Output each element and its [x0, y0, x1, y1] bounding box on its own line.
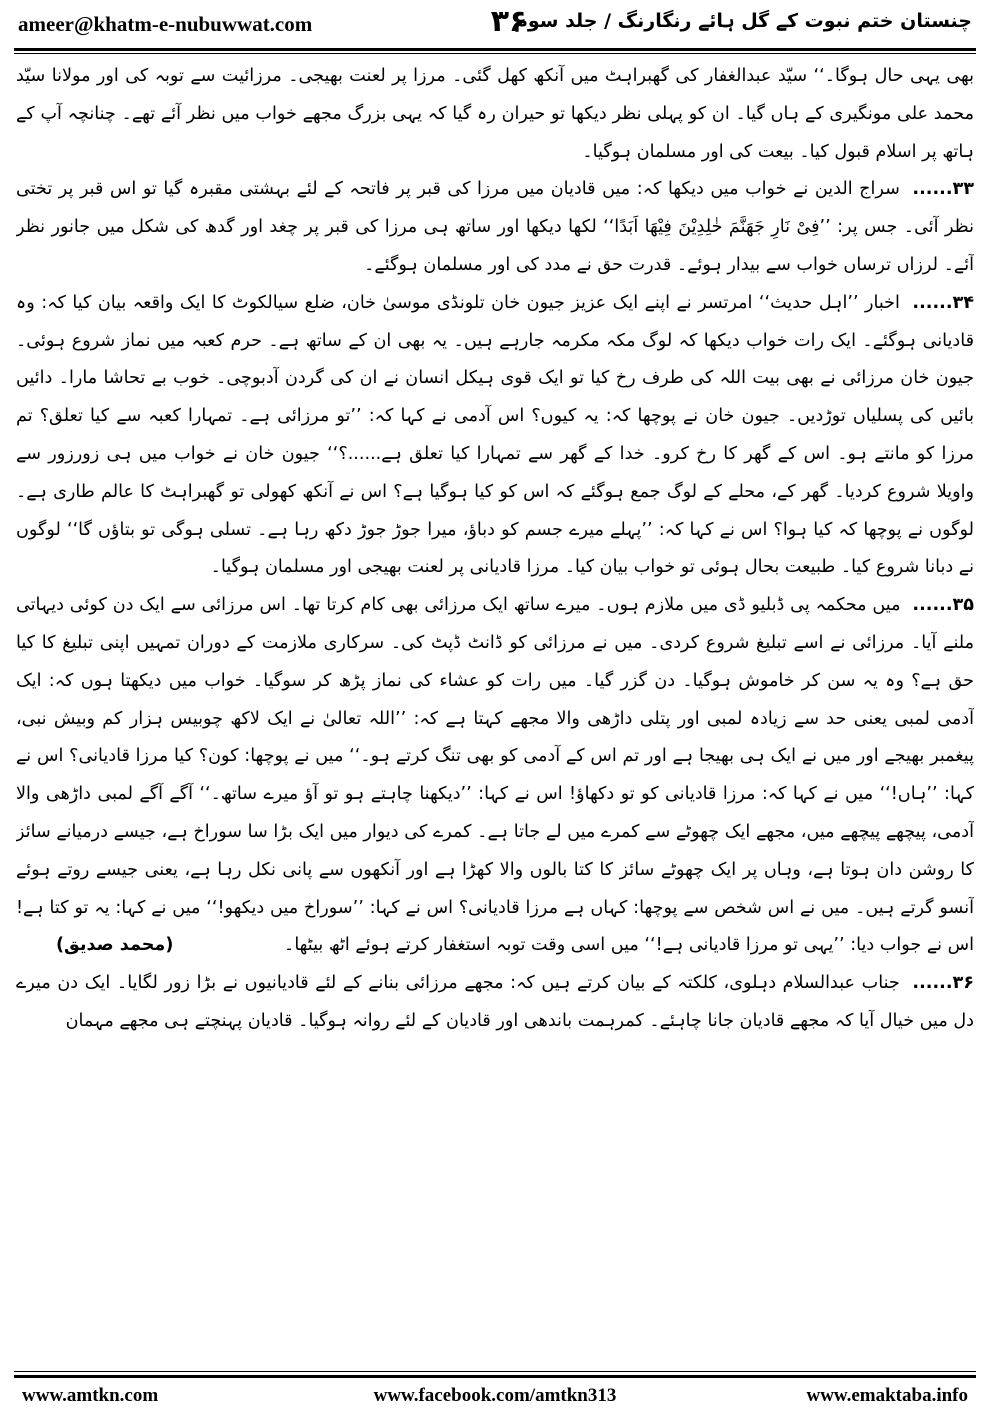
footer-rule-thin — [14, 1371, 976, 1372]
paragraph-credit: (محمد صدیق) — [56, 935, 174, 956]
body-text — [16, 58, 974, 1366]
paragraph-number: ۳۵...... — [912, 595, 974, 616]
paragraph-33 — [16, 171, 974, 284]
paragraph-number: ۳۴...... — [912, 292, 974, 313]
header-rule-thick — [14, 48, 976, 51]
header-rule-thin — [14, 53, 976, 54]
paragraph-text: سراج الدین نے خواب میں دیکھا کہ: میں قادیان میں مرزا کی قبر پر فاتحہ کے لئے بہشتی مقبرہ گیا تو اس قبر پر تختی نظر آئی۔ جس پر: ’’فِیْ نَارِ جَهَنَّمَ خٰلِدِیْنَ فِیْهَا اَبَدًا‘‘ لکھا دیکھا اور ساتھ ہی مرزا کی قبر پر چغد اور گدھ کی شکل میں جانور نظر آئے۔ لرزاں ترساں خواب سے بیدار ہوئے۔ قدرت حق نے مدد کی اور مسلمان ہوگئے۔ — [16, 179, 974, 275]
paragraph-text: اخبار ’’اہل حدیث‘‘ امرتسر نے اپنے ایک عزیز جیون خان تلونڈی موسیٰ خان، ضلع سیالکوٹ کا ایک واقعہ بیان کیا کہ: وہ قادیانی ہوگئے۔ ایک رات خواب دیکھا کہ لوگ مکہ مکرمہ جارہے ہیں۔ یہ بھی ان کے ساتھ ہے۔ حرم کعبہ میں نماز شروع ہوئی۔ جیون خان مرزائی نے بھی بیت اللہ کی طرف رخ کیا تو ایک قوی ہیکل انسان نے ان کی گردن آدبوچی۔ خوب بے تحاشا مارا۔ دائیں بائیں کی پسلیاں توڑدیں۔ جیون خان نے پوچھا کہ: یہ کیوں؟ اس آدمی نے کہا کہ: ’’تو مرزائی ہے۔ تمہارا کعبہ سے کیا تعلق؟ تم مرزا کو مانتے ہو۔ اس کے گھر کا رخ کرو۔ خدا کے گھر سے تمہارا کیا تعلق ہے......؟‘‘ جیون خان نے خواب میں ہی زورزور سے واویلا شروع کردیا۔ گھر کے، محلے کے لوگ جمع ہوگئے کہ اس کو کیا ہوگیا ہے؟ اس نے آنکھ کھولی تو گھبراہٹ کا عالم طاری ہے۔ لوگوں نے پوچھا کہ کیا ہوا؟ اس نے کہا کہ: ’’پہلے میرے جسم کو دباؤ، میرا جوڑ جوڑ دکھ رہا ہے۔ تسلی ہوگی تو بتاؤں گا‘‘ لوگوں نے دبانا شروع کیا۔ طبیعت بحال ہوئی تو خواب بیان کیا۔ مرزا قادیانی پر لعنت بھیجی اور مسلمان ہوگیا۔ — [16, 292, 974, 578]
page-footer — [14, 1381, 976, 1415]
paragraph-text: بھی یہی حال ہوگا۔‘‘ سیّد عبدالغفار کی گھبراہٹ میں آنکھ کھل گئی۔ مرزا پر لعنت بھیجی۔ مرزائیت سے توبہ کی اور مولانا سیّد محمد علی مونگیری کے ہاں گیا۔ ان کو پہلی نظر دیکھا تو حیران رہ گیا کہ یہی بزرگ مجھے خواب میں نظر آئے تھے۔ چنانچہ آپ کے ہاتھ پر اسلام قبول کیا۔ بیعت کی اور مسلمان ہوگیا۔ — [16, 66, 974, 162]
paragraph-34 — [16, 285, 974, 587]
paragraph-text: جناب عبدالسلام دہلوی، کلکتہ کے بیان کرتے ہیں کہ: مجھے مرزائی بنانے کے لئے قادیانیوں نے بڑا زور لگایا۔ ایک دن میرے دل میں خیال آیا کہ مجھے قادیان جانا چاہئے۔ کمرہمت باندھی اور قادیان کے لئے روانہ ہوگیا۔ قادیان پہنچتے ہی مجھے مہمان — [16, 973, 974, 1031]
page-number: ۳۶ — [490, 4, 528, 39]
paragraph-36 — [16, 965, 974, 1041]
book-title: چنستان ختم نبوت کے گل ہائے رنگارنگ / جلد سوم — [513, 10, 972, 32]
footer-link-facebook[interactable]: www.facebook.com/amtkn313 — [373, 1385, 617, 1406]
footer-rule-thick — [14, 1375, 976, 1378]
paragraph-text: میں محکمہ پی ڈبلیو ڈی میں ملازم ہوں۔ میرے ساتھ ایک مرزائی بھی کام کرتا تھا۔ اس مرزائی سے ایک دن کوئی دیہاتی ملنے آیا۔ مرزائی نے اسے تبلیغ شروع کردی۔ میں نے مرزائی کو ڈانٹ ڈپٹ کی۔ سرکاری ملازمت کے دوران تمہیں اپنی تبلیغ کا کیا حق ہے؟ وہ یہ سن کر خاموش ہوگیا۔ دن گزر گیا۔ میں رات کو عشاء کی نماز پڑھ کر سوگیا۔ خواب میں دیکھتا ہوں کہ: ایک آدمی لمبی یعنی حد سے زیادہ لمبی اور پتلی داڑھی والا مجھے کہتا ہے کہ: ’’اللہ تعالیٰ نے ایک لاکھ چوبیس ہزار کم وبیش نبی، پیغمبر بھیجے اور میں نے ایک ہی بھیجا ہے اور تم اس کے آدمی کو بھی تنگ کرتے ہو۔‘‘ میں نے پوچھا: کون؟ کیا مرزا قادیانی؟ اس نے کہا: ’’ہاں!‘‘ میں نے کہا کہ: مرزا قادیانی کو تو دکھاؤ! اس نے کہا: ’’دیکھنا چاہتے ہو تو آؤ میرے ساتھ۔‘‘ آگے آگے لمبی داڑھی والا آدمی، پیچھے پیچھے میں، مجھے ایک چھوٹے سے کمرے میں لے جاتا ہے۔ کمرے کی دیوار میں ایک بڑا سا سوراخ ہے، جیسے درمیانے سائز کا روشن دان ہوتا ہے، وہاں پر ایک چھوٹے سائز کا کتا بالوں والا کھڑا ہے اور آنکھوں سے پانی نکل رہا ہے، یعنی جیسے روتے ہوئے آنسو گرتے ہیں۔ میں نے اس شخص سے پوچھا: کہاں ہے مرزا قادیانی؟ اس نے کہا: ’’سوراخ میں دیکھو!‘‘ میں نے کہا: یہ تو کتا ہے! اس نے جواب دیا: ’’یہی تو مرزا قادیانی ہے!‘‘ میں اسی وقت توبہ استغفار کرتے ہوئے اٹھ بیٹھا۔ — [16, 595, 974, 956]
header-email[interactable]: ameer@khatm-e-nubuwwat.com — [18, 12, 313, 36]
footer-link-emaktaba[interactable]: www.emaktaba.info — [806, 1385, 968, 1406]
paragraph-number: ۳۳...... — [912, 179, 974, 200]
footer-link-amtkn[interactable]: www.amtkn.com — [22, 1385, 159, 1406]
paragraph-continuation — [16, 58, 974, 171]
page-header — [14, 4, 976, 48]
paragraph-35 — [16, 587, 974, 965]
paragraph-number: ۳۶...... — [912, 973, 974, 994]
